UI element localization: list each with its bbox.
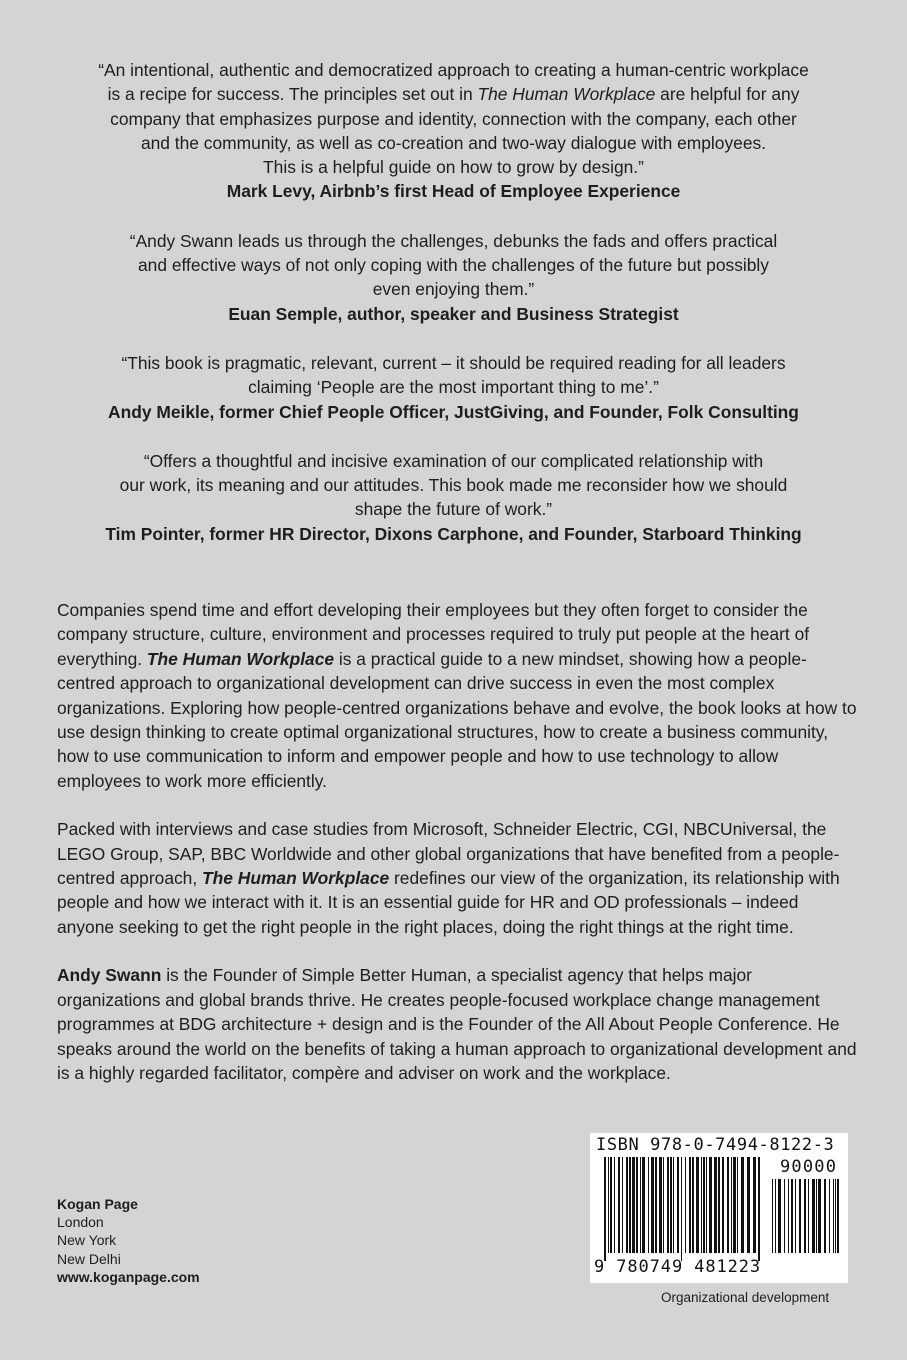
barcode-bar: [673, 1157, 674, 1253]
barcode-bar: [718, 1157, 720, 1253]
isbn-number: ISBN 978-0-7494-8122-3: [596, 1135, 835, 1155]
addon-bar: [833, 1179, 834, 1253]
addon-bar: [829, 1179, 830, 1253]
barcode-bar: [727, 1157, 729, 1253]
barcode-bar: [629, 1157, 631, 1253]
addon-bar: [772, 1179, 773, 1253]
quote-attribution: Tim Pointer, former HR Director, Dixons Carphone, and Founder, Starboard Thinking: [105, 523, 802, 544]
author-bio: Andy Swann is the Founder of Simple Better Human, a specialist agency that helps major organizations and global brands thrive. He creates people-focused workplace change management programmes at BDG architecture + design and is the Founder of the All About People Conference. He speaks around the world on the benefits of taking a human approach to organizational development and is a highly regarded facilitator, compère and adviser on work and the workplace.: [57, 965, 857, 1083]
barcode-bar: [731, 1157, 732, 1253]
addon-bar: [808, 1179, 809, 1253]
barcode-bar: [747, 1157, 750, 1253]
isbn-barcode: [590, 1133, 848, 1283]
addon-bar: [804, 1179, 806, 1253]
description-paragraph: Packed with interviews and case studies from Microsoft, Schneider Electric, CGI, NBCUniversal, the LEGO Group, SAP, BBC Worldwide and other global organizations that have benefited from a people-centred approach, The Human Workplace redefines our view of the organization, its relationship with people and how we interact with it. It is an essential guide for HR and OD professionals – indeed anyone seeking to get the right people in the right places, doing the right things at the right time.: [57, 819, 840, 937]
barcode-bar: [681, 1157, 682, 1261]
quote-attribution: Euan Semple, author, speaker and Business Strategist: [228, 303, 679, 324]
quote-line: claiming ‘People are the most important thing to me’.”: [248, 377, 659, 398]
subject-category: Organizational development: [661, 1290, 830, 1305]
endorsement: [40, 449, 867, 546]
barcode-bar: [670, 1157, 672, 1253]
addon-bar: [824, 1179, 826, 1253]
barcode-bar: [692, 1157, 694, 1253]
barcode-bar: [703, 1157, 705, 1253]
addon-bar: [775, 1179, 776, 1253]
barcode-bar: [701, 1157, 702, 1253]
quote-line: our work, its meaning and our attitudes. This book made me reconsider how we should: [119, 475, 788, 496]
addon-bar: [784, 1179, 785, 1253]
endorsement: [40, 58, 867, 204]
addon-bar: [778, 1179, 781, 1253]
quote-line: and the community, as well as co-creation and two-way dialogue with employees.: [140, 132, 767, 153]
addon-bar: [799, 1179, 801, 1253]
quote-line: “Offers a thoughtful and incisive examination of our complicated relationship with: [143, 450, 764, 471]
publisher-block: [57, 1195, 200, 1286]
quote-line: “An intentional, authentic and democratized approach to creating a human-centric workplace: [98, 60, 809, 80]
barcode-bar: [714, 1157, 717, 1253]
publisher-city: London: [57, 1214, 104, 1231]
quote-line: and effective ways of not only coping with the challenges of the future but possibly: [138, 255, 769, 276]
barcode-bar: [632, 1157, 635, 1253]
barcode-bar: [648, 1157, 649, 1253]
quote-line: company that emphasizes purpose and identity, connection with the company, each other: [110, 108, 797, 129]
quote-line: shape the future of work.”: [354, 499, 553, 520]
quote-line: even enjoying them.”: [372, 279, 535, 300]
book-description: [57, 598, 857, 1109]
barcode-bar: [722, 1157, 724, 1253]
barcode-digits: 9 780749 481223: [594, 1257, 762, 1277]
quote-line: is a recipe for success. The principles set out in The Human Workplace are helpful for any: [107, 84, 800, 105]
addon-bar: [791, 1179, 793, 1253]
quote-attribution: Mark Levy, Airbnb’s first Head of Employee Experience: [226, 181, 681, 202]
publisher-url: www.koganpage.com: [57, 1268, 200, 1285]
endorsement: [40, 229, 867, 326]
addon-bar: [835, 1179, 836, 1253]
barcode-bar: [636, 1157, 638, 1253]
barcode-bar: [709, 1157, 712, 1253]
quote-book-title: The Human Workplace: [477, 84, 656, 105]
barcode-bar: [706, 1157, 707, 1253]
addon-bar: [818, 1179, 821, 1253]
barcode-bar: [737, 1157, 738, 1253]
price-code: 90000: [780, 1157, 838, 1177]
addon-bar: [788, 1179, 789, 1253]
addon-bar: [795, 1179, 796, 1253]
barcode-bar: [741, 1157, 744, 1253]
endorsement: [40, 351, 867, 424]
barcode-bar: [640, 1157, 641, 1253]
description-paragraph: Companies spend time and effort developing their employees but they often forget to consider the company structure, culture, environment and processes required to truly put people at the heart of everything. The Human Workplace is a practical guide to a new mindset, showing how a people-centred approach to organizational development can drive success in even the most complex organizations. Exploring how people-centred organizations behave and evolve, the book looks at how to use design thinking to create optimal organizational structures, how to create a business community, how to use communication to inform and empower people and how to use technology to allow employees to work more efficiently.: [57, 600, 857, 791]
addon-bar: [816, 1179, 817, 1253]
publisher-name: Kogan Page: [57, 1196, 138, 1212]
barcode-bar: [626, 1157, 628, 1253]
barcode-bar: [608, 1157, 609, 1253]
barcode-bar: [659, 1157, 662, 1253]
barcode-bar: [614, 1157, 615, 1253]
author-name: Andy Swann: [57, 965, 162, 986]
book-title: The Human Workplace: [146, 648, 335, 669]
barcode-bar: [677, 1157, 679, 1253]
barcode-bar: [689, 1157, 691, 1253]
barcode-bar: [696, 1157, 699, 1253]
book-title: The Human Workplace: [202, 868, 390, 889]
barcode-bar: [753, 1157, 756, 1253]
barcode-bar: [685, 1157, 686, 1253]
publisher-city: New York: [57, 1232, 117, 1249]
barcode-bar: [610, 1157, 612, 1253]
barcode-bar: [622, 1157, 623, 1253]
barcode-bar: [651, 1157, 654, 1253]
barcode-bar: [663, 1157, 664, 1253]
quote-line: “This book is pragmatic, relevant, current – it should be required reading for all leaders: [121, 352, 786, 373]
quote-line: This is a helpful guide on how to grow by design.”: [263, 157, 644, 178]
barcode-bar: [618, 1157, 620, 1253]
barcode-bar: [758, 1157, 760, 1261]
barcode-bar: [642, 1157, 645, 1253]
barcode-bar: [733, 1157, 736, 1253]
barcode-bar: [604, 1157, 606, 1261]
publisher-city: New Delhi: [57, 1250, 121, 1267]
endorsements: [40, 58, 867, 571]
addon-bar: [812, 1179, 815, 1253]
quote-line: “Andy Swann leads us through the challenges, debunks the fads and offers practical: [129, 230, 778, 251]
barcode-bar: [667, 1157, 669, 1253]
barcode-bar: [655, 1157, 657, 1253]
quote-attribution: Andy Meikle, former Chief People Officer, JustGiving, and Founder, Folk Consulting: [108, 401, 799, 422]
addon-bar: [837, 1179, 839, 1253]
